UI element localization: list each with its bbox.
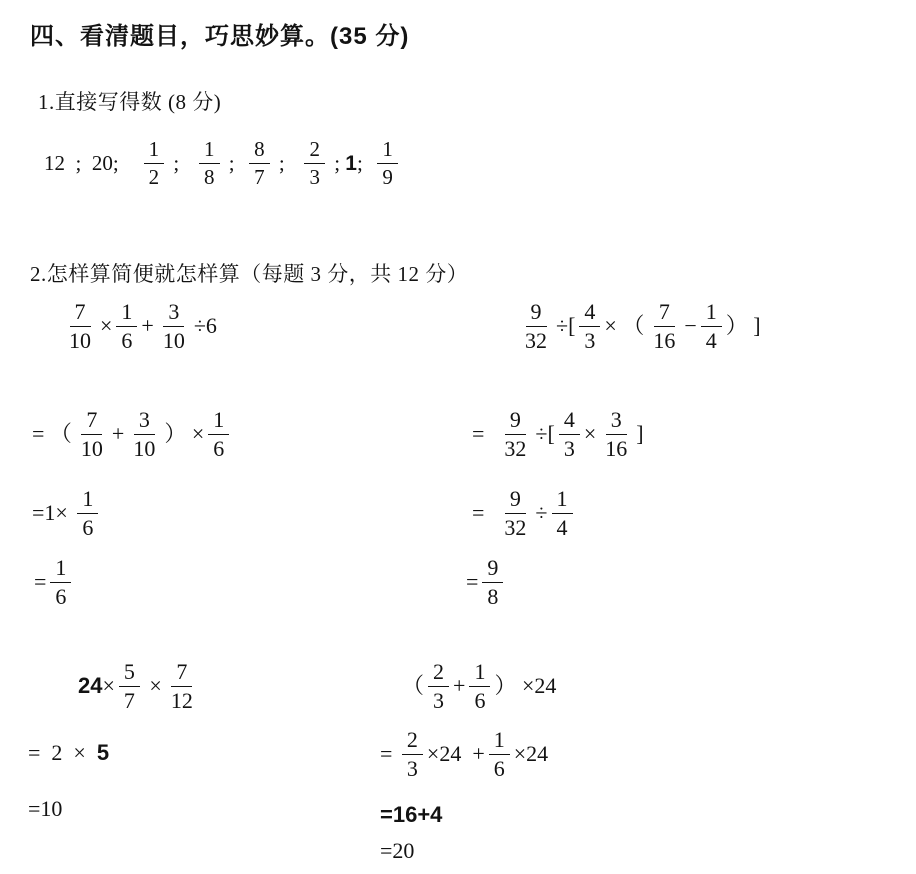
fraction-denominator: 8 [487,583,499,609]
fraction-numerator: 1 [208,408,229,435]
fraction [77,487,98,540]
fraction-numerator: 8 [249,138,270,164]
fraction [304,138,325,188]
fraction [552,487,573,540]
math-text: = [466,569,479,595]
fraction-denominator: 3 [309,164,320,189]
fraction [128,408,160,461]
problem2-expression [516,300,761,353]
fraction-numerator: 1 [116,300,137,327]
fraction-numerator: 1 [77,487,98,514]
math-text: ÷6 [193,313,217,339]
math-text: + [141,313,154,339]
problem1-step1 [32,408,233,461]
fraction [249,138,270,188]
fraction-denominator: 32 [504,514,527,540]
math-text: ×24 [513,741,549,767]
fraction-denominator: 10 [69,327,91,353]
fraction-numerator: 1 [377,138,398,164]
fraction-numerator: 3 [163,300,184,327]
fraction [116,300,137,353]
math-text: = 2 × [28,740,97,765]
math-text: ） ] [725,313,761,339]
fraction-denominator: 3 [584,327,596,353]
fraction-denominator: 6 [121,327,133,353]
math-text: ; [328,150,346,175]
fraction-numerator: 9 [482,556,503,583]
fraction [701,300,722,353]
math-text: = [472,500,496,526]
fraction-denominator: 4 [556,514,568,540]
fraction-denominator: 6 [55,583,67,609]
fraction [520,300,552,353]
fraction [50,556,71,609]
fraction [144,138,165,188]
math-text: × （ [604,313,645,339]
math-text: ; [356,150,374,175]
math-text: ×24 + [426,741,485,767]
math-text: = [380,741,398,767]
fraction [76,408,108,461]
fraction-denominator: 8 [204,164,215,189]
fraction-numerator: 3 [134,408,155,435]
problem1-step2 [32,487,102,540]
fraction [377,138,398,188]
fraction [469,660,490,713]
answer-text: 24 [78,673,103,699]
math-text: =20 [380,838,415,863]
question1-answers-row [44,138,402,188]
math-text: 12 ; 20; [44,150,140,175]
question1-heading: 1.直接写得数 (8 分) [38,90,222,114]
fraction [166,660,198,713]
problem1-expression [60,300,217,353]
fraction-numerator: 9 [505,487,526,514]
math-text: （ [402,673,425,699]
fraction [402,728,423,781]
fraction-denominator: 6 [474,687,486,713]
fraction-denominator: 32 [525,327,547,353]
fraction-denominator: 10 [162,327,185,353]
fraction [600,408,632,461]
fraction [499,408,531,461]
fraction [208,408,229,461]
math-text: ; [273,150,301,175]
fraction [428,660,449,713]
math-text: ÷[ [556,313,576,339]
fraction-denominator: 12 [170,687,193,713]
math-text: × [102,673,115,699]
fraction-denominator: 6 [493,755,505,781]
fraction-numerator: 1 [469,660,490,687]
fraction-numerator: 7 [654,300,675,327]
fraction-numerator: 7 [171,660,192,687]
fraction-numerator: 2 [428,660,449,687]
fraction-denominator: 3 [563,435,575,461]
fraction-numerator: 1 [701,300,722,327]
problem3-expression [78,660,202,713]
fraction [579,300,600,353]
fraction-denominator: 7 [254,164,265,189]
math-text: =1× [32,500,74,526]
fraction [64,300,96,353]
fraction-denominator: 10 [80,435,103,461]
fraction-denominator: 6 [82,514,94,540]
answer-text: =16+4 [380,802,443,827]
problem4-step2 [380,802,442,828]
math-text: = （ [32,421,72,447]
math-text: ÷ [535,500,548,526]
math-text: × [143,673,162,699]
fraction [158,300,190,353]
math-text: × [583,421,597,447]
fraction [199,138,220,188]
math-text: ; [168,150,196,175]
fraction-numerator: 3 [606,408,627,435]
fraction-numerator: 1 [552,487,573,514]
fraction [648,300,680,353]
fraction-numerator: 4 [579,300,600,327]
math-text: ; [223,150,246,175]
fraction-numerator: 1 [199,138,220,164]
fraction-numerator: 7 [81,408,102,435]
fraction-numerator: 4 [559,408,580,435]
fraction-denominator: 16 [605,435,628,461]
fraction [482,556,503,609]
problem2-step2 [472,487,577,540]
fraction [119,660,140,713]
fraction-denominator: 16 [653,327,676,353]
fraction-denominator: 3 [433,687,445,713]
math-text: + [111,421,125,447]
math-text: × [100,313,113,339]
math-text: + [453,673,466,699]
fraction-denominator: 9 [382,164,393,189]
fraction-numerator: 5 [119,660,140,687]
fraction-denominator: 10 [133,435,156,461]
fraction-numerator: 9 [505,408,526,435]
fraction [559,408,580,461]
question2-heading: 2.怎样算简便就怎样算（每题 3 分，共 12 分） [30,262,469,286]
fraction-denominator: 32 [504,435,527,461]
math-text: ） × [164,421,205,447]
math-text: ） ×24 [494,673,557,699]
fraction-numerator: 1 [144,138,165,164]
problem2-step1 [472,408,644,461]
fraction [489,728,510,781]
problem4-expression [402,660,556,713]
math-text: − [684,313,697,339]
fraction-denominator: 6 [213,435,225,461]
fraction-numerator: 1 [489,728,510,755]
math-text: ] [636,421,644,447]
math-text: = [472,421,496,447]
problem4-step1 [380,728,548,781]
fraction [499,487,531,540]
fraction-numerator: 9 [526,300,547,327]
problem3-step1 [28,740,109,766]
math-text: ÷[ [535,421,555,447]
answer-text: 5 [96,740,110,765]
fraction-denominator: 2 [148,164,160,189]
math-text: = [34,569,47,595]
problem1-step3 [34,556,75,609]
answer-text: 1 [345,151,357,175]
problem4-step3 [380,838,414,864]
problem3-step2 [28,796,62,822]
fraction-denominator: 4 [705,327,717,353]
section-title: 四、看清题目，巧思妙算。(35 分) [30,23,410,50]
fraction-numerator: 2 [402,728,423,755]
math-text: =10 [28,796,63,821]
fraction-numerator: 2 [304,138,325,164]
fraction-denominator: 7 [123,687,135,713]
fraction-numerator: 1 [50,556,71,583]
fraction-numerator: 7 [70,300,91,327]
fraction-denominator: 3 [406,755,418,781]
problem2-step3 [466,556,507,609]
